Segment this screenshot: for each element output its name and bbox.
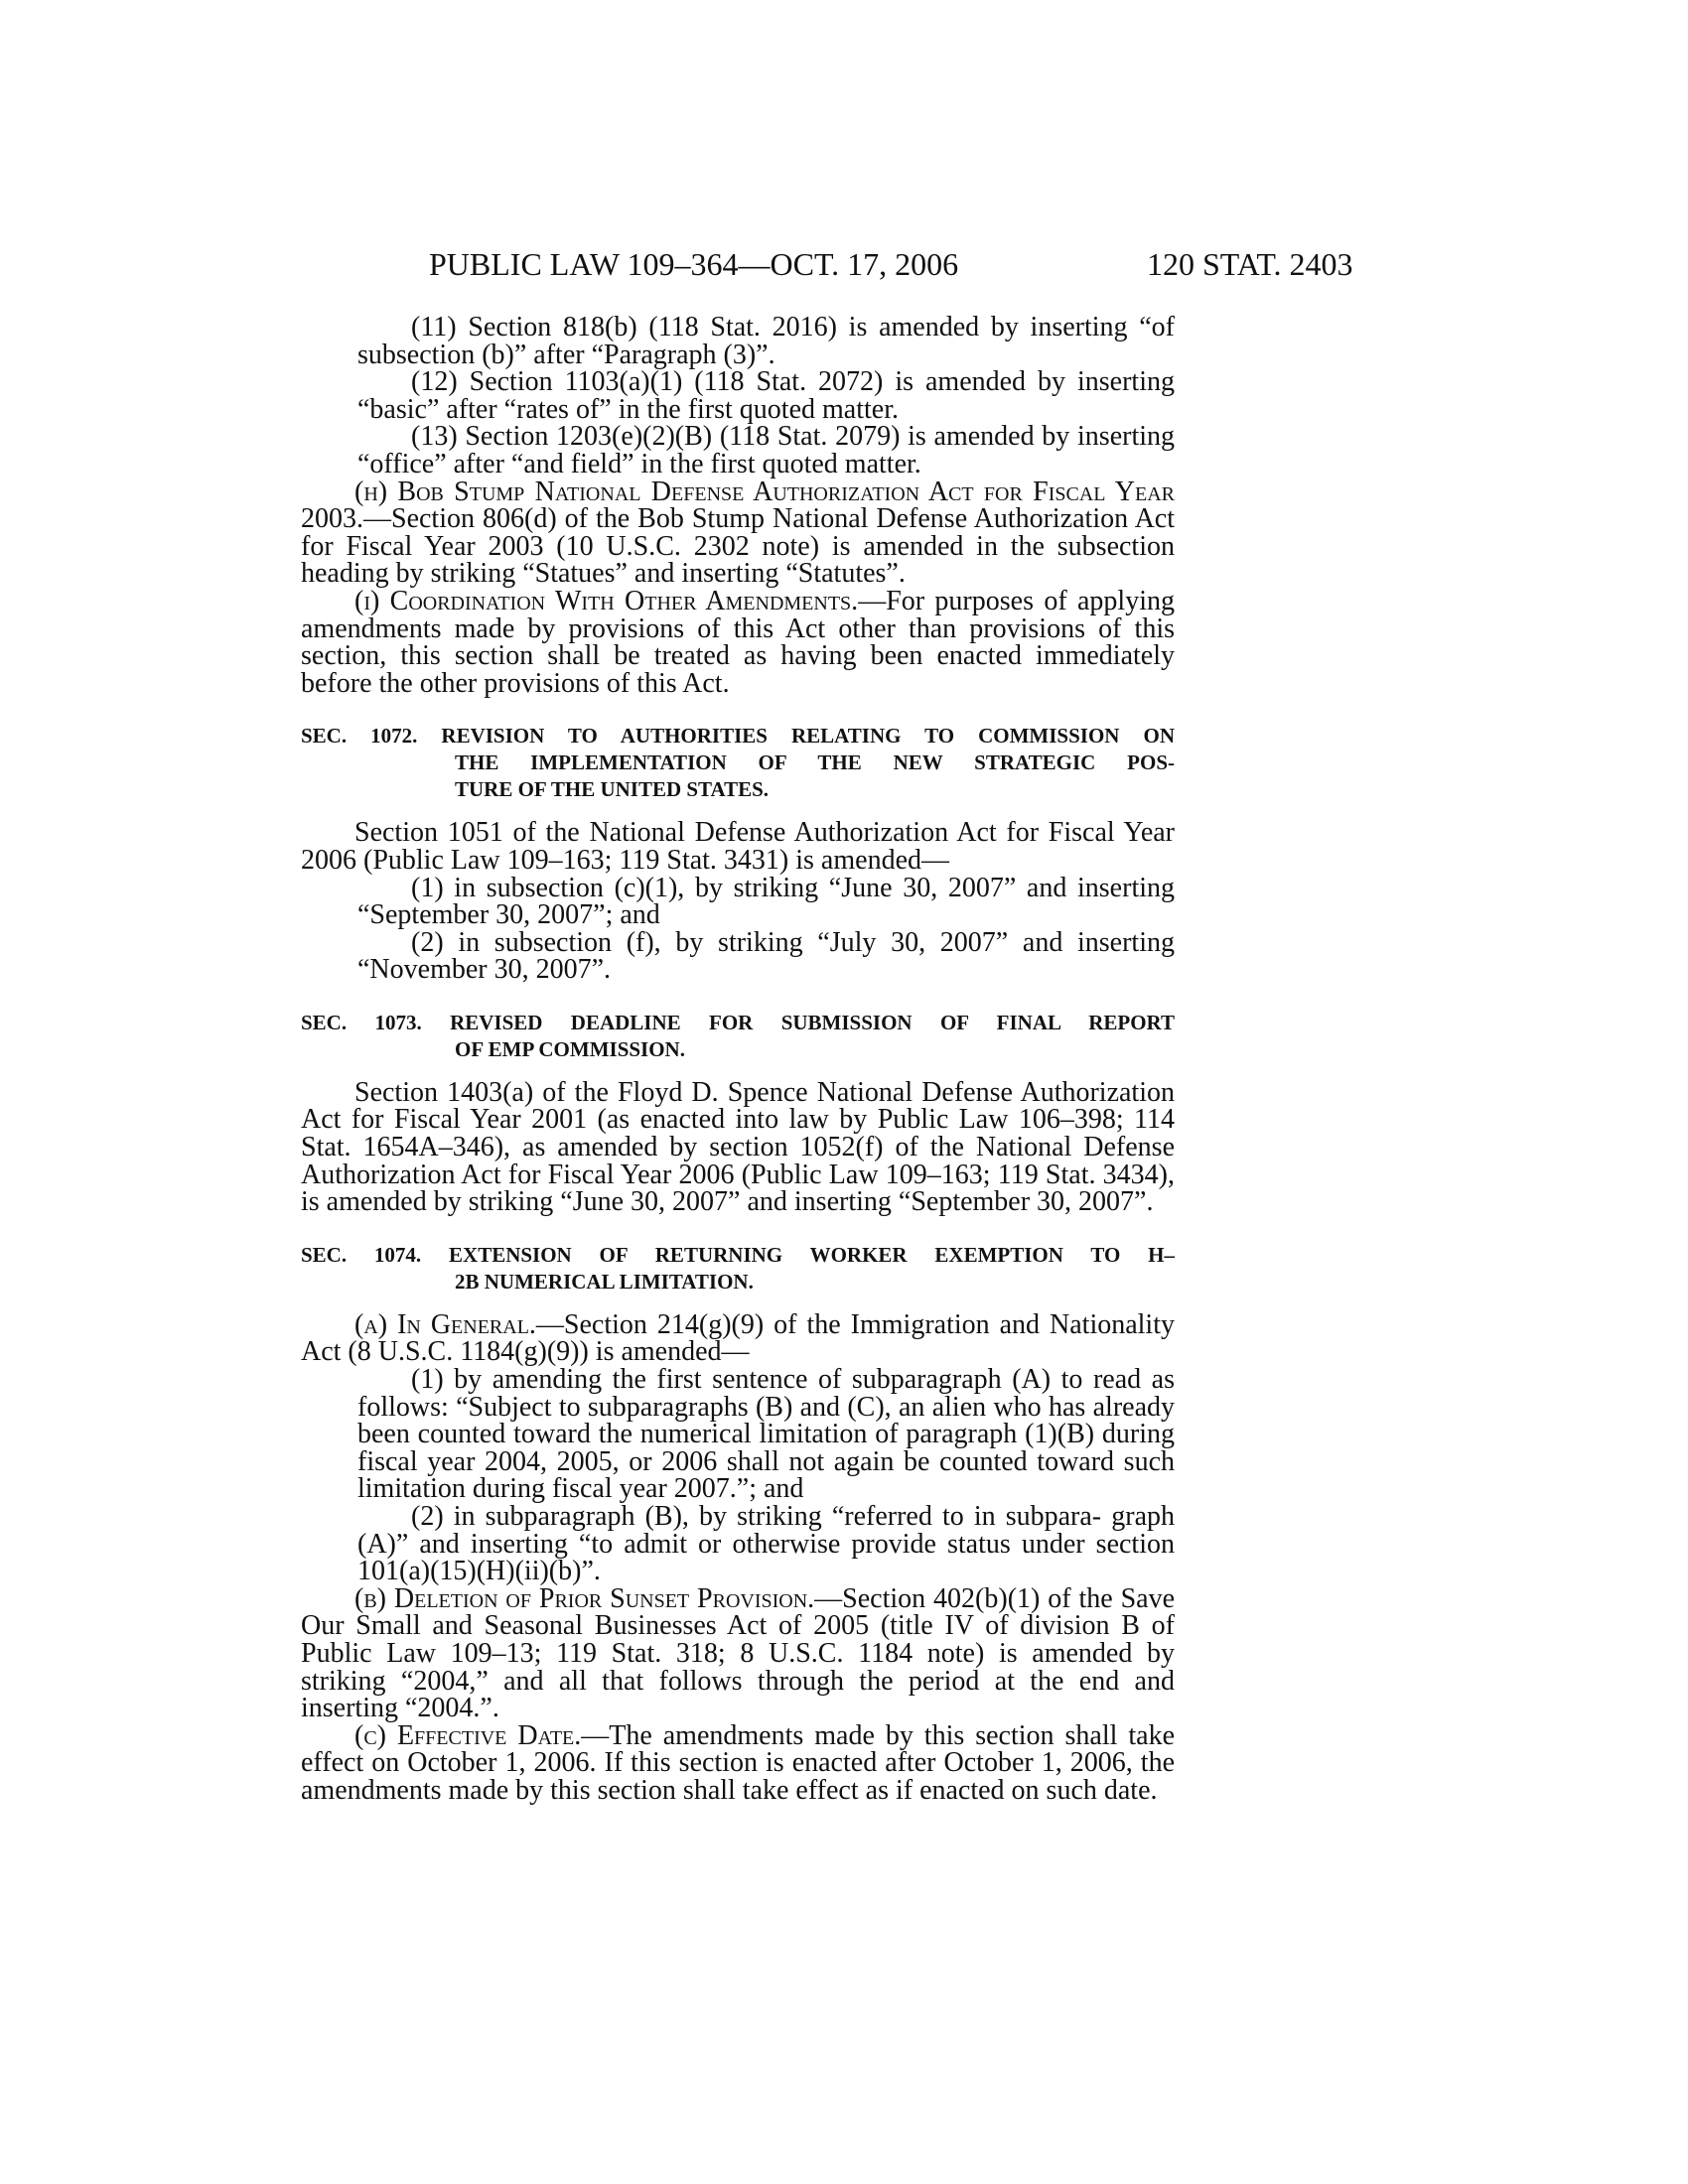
section-1074-c-text: —The amendments made by this section shall take effect on October 1, 2006. If this section is enacted after October 1, 2006, the amendments made by this section shall take effect as if enacted on such date. [301, 1719, 1175, 1806]
document-body [301, 314, 1175, 1805]
section-1074-a-text: —Section 214(g)(9) of the Immigration and Nationality Act (8 U.S.C. 1184(g)(9)) is amended— [301, 1308, 1175, 1368]
section-1073-heading-line: OF EMP COMMISSION. [455, 1036, 685, 1061]
section-1072-heading-line: SEC. 1072. REVISION TO AUTHORITIES RELATING TO COMMISSION ON [301, 724, 1175, 749]
section-1074-b-heading: (b) Deletion of Prior Sunset Provision. [354, 1582, 815, 1614]
section-1074-subsection-c [301, 1719, 1175, 1806]
subsection-h-heading: (h) Bob Stump National Defense Authorization Act for Fiscal Year 2003. [301, 476, 1175, 535]
section-1072-item-1: (1) in subsection (c)(1), by striking “June 30, 2007” and inserting “September 30, 2007”; and [357, 872, 1175, 931]
section-1074-item-1: (1) by amending the first sentence of subparagraph (A) to read as follows: “Subject to subparagraphs (B) and (C), an alien who has already been counted toward the numerical limitation of paragraph (1)(B) during fiscal year 2004, 2005, or 2006 shall not again be counted toward such limitation during fiscal year 2007.”; and [357, 1364, 1175, 1505]
paragraph-11: (11) Section 818(b) (118 Stat. 2016) is amended by inserting “of subsection (b)” after “Paragraph (3)”. [357, 312, 1175, 370]
section-1072-heading [301, 723, 1175, 803]
subsection-i-text: —For purposes of applying amendments made by provisions of this Act other than provisions of this section, this section shall be treated as having been enacted immediately before the other provisions of this Act. [301, 585, 1175, 699]
paragraph-12: (12) Section 1103(a)(1) (118 Stat. 2072) is amended by inserting “basic” after “rates of” in the first quoted matter. [357, 366, 1175, 425]
section-1074-subsection-b [301, 1582, 1175, 1724]
section-1072-heading-line: THE IMPLEMENTATION OF THE NEW STRATEGIC POS- [455, 751, 1175, 775]
section-1074-heading-line: 2B NUMERICAL LIMITATION. [455, 1269, 754, 1294]
header-title: PUBLIC LAW 109–364—OCT. 17, 2006 [429, 246, 959, 282]
section-1072-item-2: (2) in subsection (f), by striking “July 30, 2007” and inserting “November 30, 2007”. [357, 926, 1175, 986]
paragraph-13: (13) Section 1203(e)(2)(B) (118 Stat. 2079) is amended by inserting “office” after “and field” in the first quoted matter. [357, 421, 1175, 479]
header-stat-page: 120 STAT. 2403 [1147, 246, 1353, 282]
section-1074-heading-line: SEC. 1074. EXTENSION OF RETURNING WORKER EXEMPTION TO H– [301, 1242, 1175, 1267]
page-header [0, 246, 1688, 296]
section-1073-text: Section 1403(a) of the Floyd D. Spence National Defense Authorization Act for Fiscal Year 2001 (as enacted into law by Public Law 106–398; 114 Stat. 1654A–346), as amended by section 1052(f) of the National Defense Authorization Act for Fiscal Year 2006 (Public Law 109–163; 119 Stat. 3434), is amended by striking “June 30, 2007” and inserting “September 30, 2007”. [301, 1076, 1175, 1218]
section-1072-heading-line: TURE OF THE UNITED STATES. [455, 777, 770, 802]
subsection-h [301, 478, 1175, 588]
subsection-i-heading: (i) Coordination With Other Amendments. [354, 585, 859, 616]
section-1072-intro: Section 1051 of the National Defense Authorization Act for Fiscal Year 2006 (Public Law 109–163; 119 Stat. 3431) is amended— [301, 817, 1175, 876]
subsection-i [301, 585, 1175, 699]
section-1074-item-2: (2) in subparagraph (B), by striking “referred to in subpara- graph (A)” and inserting “to admit or otherwise provide status under section 101(a)(15)(H)(ii)(b)”. [357, 1501, 1175, 1587]
subsection-h-text: —Section 806(d) of the Bob Stump National Defense Authorization Act for Fiscal Year 2003 (10 U.S.C. 2302 note) is amended in the subsection heading by striking “Statues” and inserting “Statutes”. [301, 503, 1175, 590]
section-1074-subsection-a [301, 1308, 1175, 1368]
section-1073-heading-line: SEC. 1073. REVISED DEADLINE FOR SUBMISSION OF FINAL REPORT [301, 1010, 1175, 1034]
section-1074-c-heading: (c) Effective Date. [354, 1719, 582, 1751]
section-1074-a-heading: (a) In General. [354, 1308, 536, 1340]
section-1073-heading [301, 1010, 1175, 1063]
section-1074-heading [301, 1242, 1175, 1296]
section-1074-b-text: —Section 402(b)(1) of the Save Our Small and Seasonal Businesses Act of 2005 (title IV of division B of Public Law 109–13; 119 Stat. 318; 8 U.S.C. 1184 note) is amended by striking “2004,” and all that follows through the period at the end and inserting “2004.”. [301, 1582, 1175, 1724]
